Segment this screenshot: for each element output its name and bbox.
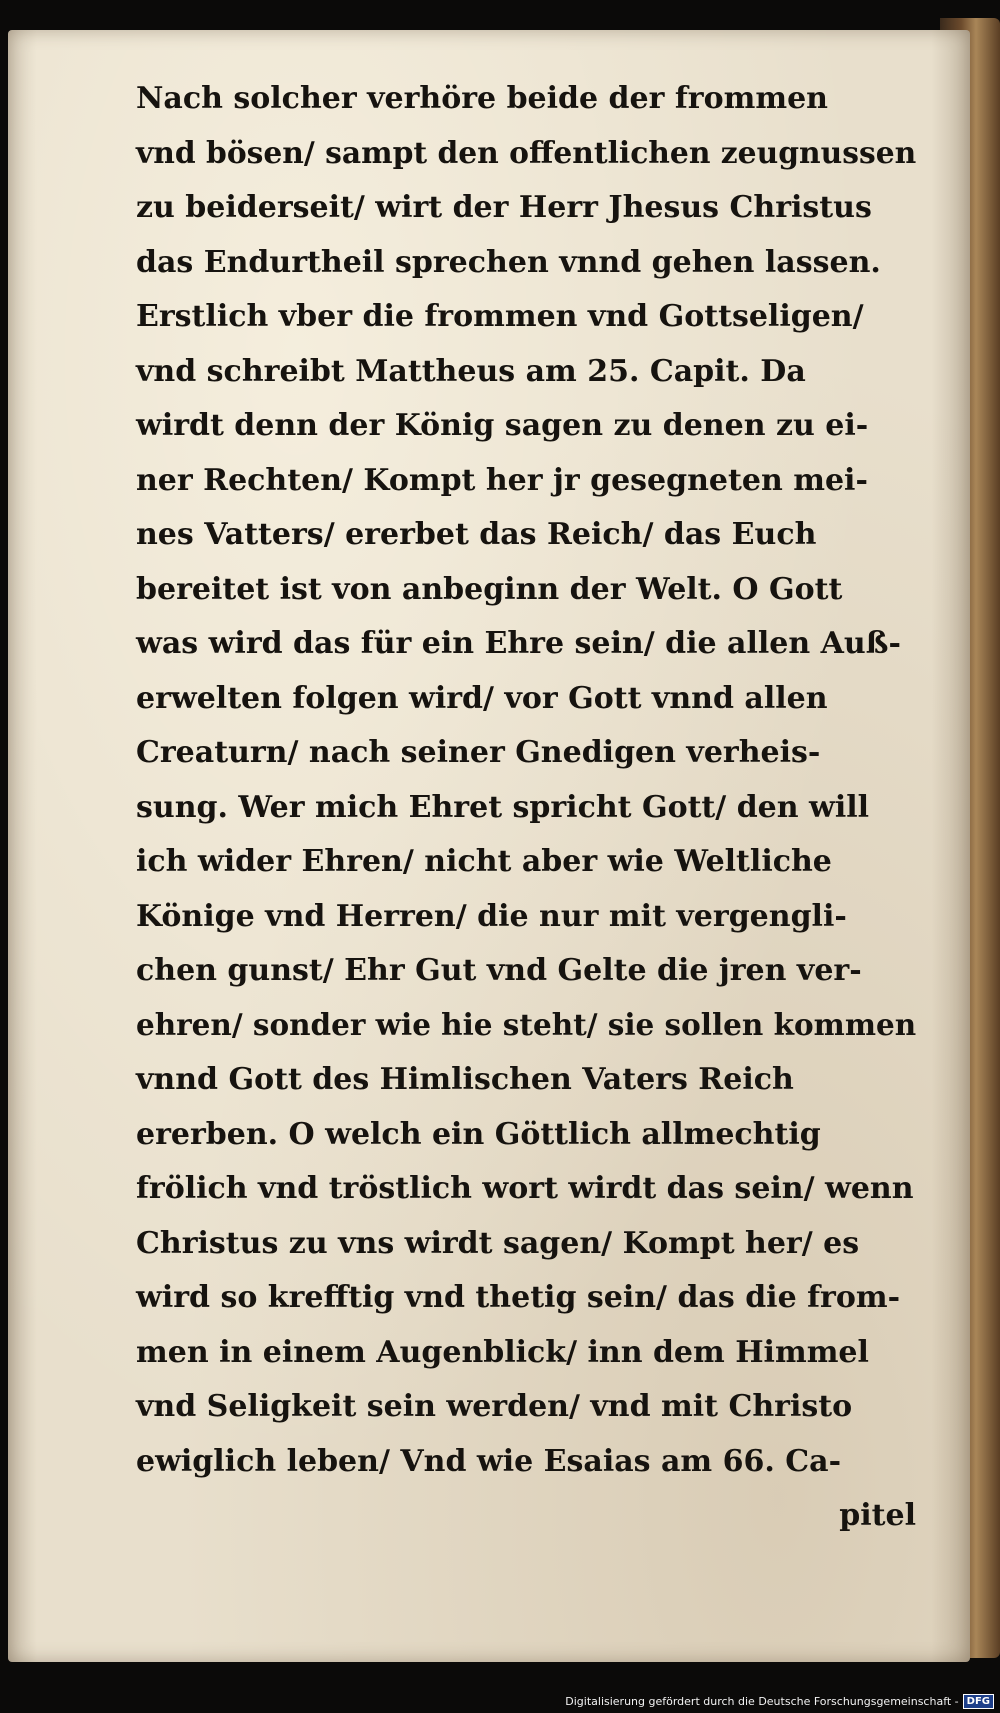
catchword: pitel <box>839 1498 916 1533</box>
text-line: zu beiderseit/ wirt der Herr Jhesus Christus <box>136 190 872 225</box>
text-line: chen gunst/ Ehr Gut vnd Gelte die jren ver- <box>136 953 862 988</box>
text-line: vnnd Gott des Himlischen Vaters Reich <box>136 1062 794 1097</box>
text-line: Erstlich vber die frommen vnd Gottseligen/ <box>136 299 864 334</box>
text-line: was wird das für ein Ehre sein/ die allen Auß- <box>136 626 901 661</box>
text-line: ererben. O welch ein Göttlich allmechtig <box>136 1116 821 1152</box>
text-line: wird so krefftig vnd thetig sein/ das die from- <box>136 1280 901 1315</box>
text-line: Könige vnd Herren/ die nur mit vergengli- <box>136 898 847 934</box>
text-line: Creaturn/ nach seiner Gnedigen verheis- <box>136 735 821 770</box>
text-line: nes Vatters/ ererbet das Reich/ das Euch <box>136 517 817 552</box>
text-line: frölich vnd tröstlich wort wirdt das sein/ wenn <box>136 1171 914 1206</box>
text-line: sung. Wer mich Ehret spricht Gott/ den will <box>136 789 870 825</box>
text-line: bereitet ist von anbeginn der Welt. O Gott <box>136 571 843 607</box>
text-line: vnd schreibt Mattheus am 25. Capit. Da <box>136 353 806 389</box>
page-text-block <box>136 72 916 1544</box>
credit-text: Digitalisierung gefördert durch die Deutsche Forschungsgemeinschaft - <box>565 1695 959 1708</box>
text-line: vnd Seligkeit sein werden/ vnd mit Christo <box>136 1389 853 1424</box>
book-page <box>8 30 970 1662</box>
text-line: ehren/ sonder wie hie steht/ sie sollen kommen <box>136 1007 917 1043</box>
text-line: men in einem Augenblick/ inn dem Himmel <box>136 1334 869 1370</box>
dfg-logo: DFG <box>963 1694 994 1709</box>
text-line: vnd bösen/ sampt den offentlichen zeugnussen <box>136 135 917 171</box>
text-line: ner Rechten/ Kompt her jr gesegneten mei- <box>136 462 868 498</box>
text-line: wirdt denn der König sagen zu denen zu ei- <box>136 408 869 443</box>
digitization-credit <box>565 1694 994 1709</box>
text-line: ewiglich leben/ Vnd wie Esaias am 66. Ca- <box>136 1443 842 1479</box>
text-line: Nach solcher verhöre beide der frommen <box>136 81 828 116</box>
text-line: erwelten folgen wird/ vor Gott vnnd allen <box>136 680 828 716</box>
text-line: das Endurtheil sprechen vnnd gehen lassen. <box>136 244 881 280</box>
text-line: Christus zu vns wirdt sagen/ Kompt her/ es <box>136 1225 860 1261</box>
text-line: ich wider Ehren/ nicht aber wie Weltliche <box>136 844 832 879</box>
